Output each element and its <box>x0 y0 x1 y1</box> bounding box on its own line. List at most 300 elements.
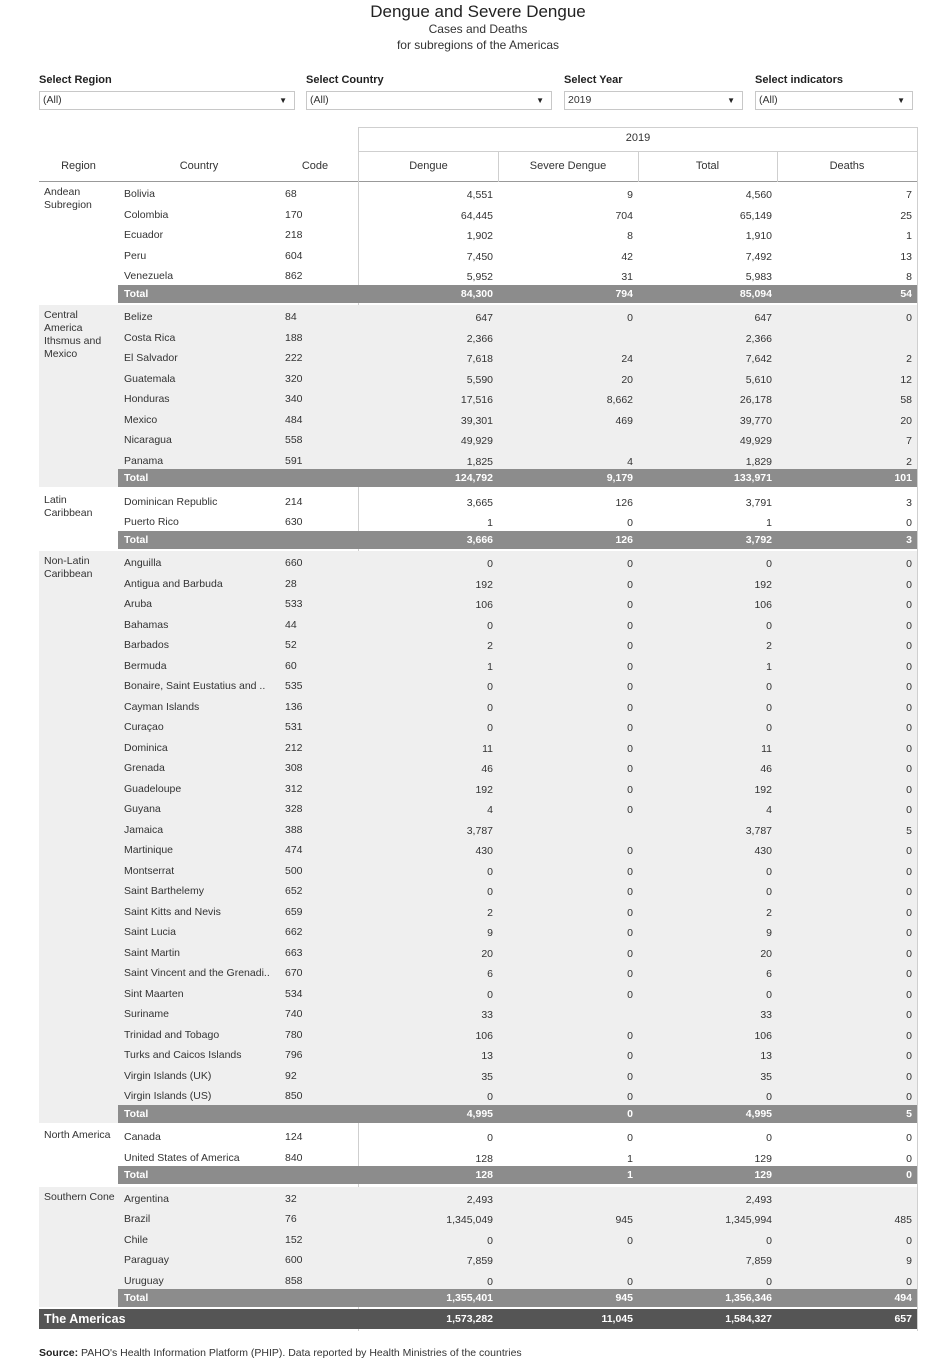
country-name: Saint Kitts and Nevis <box>124 905 221 918</box>
value-total: 106 <box>754 599 772 611</box>
column-header-total: Total <box>695 160 720 172</box>
region-name-line: Andean <box>44 186 81 198</box>
value-dengue: 0 <box>487 886 493 898</box>
column-header-deaths: Deaths <box>829 160 865 172</box>
country-code: 92 <box>285 1069 297 1082</box>
country-name: Virgin Islands (UK) <box>124 1069 212 1082</box>
value-severe: 704 <box>615 209 633 222</box>
total-label: Total <box>124 472 149 484</box>
country-name: Jamaica <box>124 823 164 836</box>
country-name: Guyana <box>124 803 161 815</box>
value-deaths: 0 <box>906 1275 912 1288</box>
country-code: 188 <box>285 331 303 344</box>
value-total: 11 <box>761 742 772 755</box>
country-code: 32 <box>285 1192 297 1205</box>
grand-total-severe: 11,045 <box>601 1312 633 1325</box>
country-code: 308 <box>285 762 303 774</box>
total-label: Total <box>124 1107 149 1120</box>
country-code: 500 <box>285 864 303 877</box>
value-total: 0 <box>766 701 772 714</box>
region-name-line: Non-Latin <box>44 555 90 567</box>
value-total: 647 <box>754 312 772 324</box>
year-select-value: 2019 <box>568 94 592 106</box>
value-dengue: 64,445 <box>460 209 493 222</box>
country-code: 796 <box>285 1049 303 1061</box>
region-name <box>44 1191 116 1204</box>
total-dengue: 128 <box>475 1169 493 1181</box>
value-deaths: 5 <box>906 824 912 837</box>
value-deaths: 0 <box>906 1029 912 1042</box>
country-code: 662 <box>285 926 303 938</box>
value-total: 13 <box>760 1050 772 1062</box>
value-deaths: 0 <box>906 517 912 529</box>
country-code: 84 <box>285 311 297 323</box>
value-dengue: 46 <box>481 763 493 775</box>
value-severe <box>498 1254 633 1274</box>
value-total: 49,929 <box>739 435 772 447</box>
country-name: Puerto Rico <box>124 516 179 528</box>
value-deaths: 0 <box>906 578 912 591</box>
country-code: 328 <box>285 803 303 815</box>
region-name-line: North America <box>44 1129 111 1141</box>
value-deaths: 485 <box>894 1214 912 1226</box>
value-total: 33 <box>760 1009 772 1021</box>
value-dengue: 39,301 <box>460 414 493 427</box>
country-code: 652 <box>285 885 303 897</box>
indicators-select-value: (All) <box>759 94 778 106</box>
filter-region-label: Select Region <box>39 74 112 86</box>
country-code: 76 <box>285 1213 297 1225</box>
country-name: Brazil <box>124 1213 151 1225</box>
country-code: 136 <box>285 700 303 713</box>
value-dengue: 3,787 <box>466 824 493 837</box>
value-severe: 4 <box>627 455 633 468</box>
value-deaths: 0 <box>906 865 912 878</box>
source-note <box>39 1347 522 1359</box>
value-severe: 0 <box>627 845 633 857</box>
region-select-value: (All) <box>43 94 62 106</box>
country-code: 474 <box>285 844 303 856</box>
value-deaths: 0 <box>906 947 912 960</box>
total-deaths: 101 <box>894 472 912 484</box>
country-name: Sint Maarten <box>124 987 184 1000</box>
country-code: 850 <box>285 1090 303 1102</box>
region-name-line: Central <box>44 309 78 321</box>
filter-country-label: Select Country <box>306 74 384 86</box>
country-code: 214 <box>285 495 303 508</box>
country-code: 68 <box>285 188 297 200</box>
country-name: Honduras <box>124 393 170 405</box>
value-total: 1,910 <box>745 230 772 242</box>
value-dengue: 106 <box>475 1029 493 1042</box>
country-name: Aruba <box>124 598 153 610</box>
value-deaths: 0 <box>906 927 912 939</box>
total-deaths: 0 <box>906 1169 912 1181</box>
value-severe: 0 <box>627 927 633 939</box>
value-total: 0 <box>766 1234 772 1247</box>
total-deaths: 3 <box>906 533 912 546</box>
country-code: 535 <box>285 680 303 692</box>
country-code: 170 <box>285 208 303 221</box>
value-dengue: 192 <box>475 783 493 796</box>
value-deaths: 0 <box>906 988 912 1001</box>
header-border-top <box>358 127 918 128</box>
country-code: 740 <box>285 1008 303 1020</box>
country-code: 312 <box>285 782 303 795</box>
value-deaths: 0 <box>906 599 912 611</box>
value-severe <box>498 1008 633 1028</box>
value-total: 2 <box>766 640 772 652</box>
country-code: 604 <box>285 249 303 262</box>
value-dengue: 1,902 <box>466 230 493 242</box>
country-code: 600 <box>285 1254 303 1266</box>
value-severe: 0 <box>627 599 633 611</box>
value-severe: 0 <box>627 742 633 755</box>
value-total: 1,345,994 <box>725 1214 772 1226</box>
country-code: 52 <box>285 639 297 651</box>
value-total: 4 <box>766 804 772 816</box>
value-deaths: 0 <box>906 558 912 570</box>
country-name: Guadeloupe <box>124 782 182 795</box>
value-severe: 0 <box>627 558 633 570</box>
value-dengue: 20 <box>481 947 493 960</box>
country-code: 60 <box>285 659 297 672</box>
value-deaths: 0 <box>906 1050 912 1062</box>
country-code: 630 <box>285 516 303 528</box>
value-severe: 0 <box>627 968 633 980</box>
total-severe: 126 <box>615 533 633 546</box>
source-text: PAHO's Health Information Platform (PHIP). Data reported by Health Ministries of the countries <box>78 1347 522 1359</box>
total-severe: 0 <box>627 1107 633 1120</box>
country-name: Peru <box>124 249 147 262</box>
value-deaths: 3 <box>906 496 912 509</box>
grand-total-label: The Americas <box>44 1311 126 1326</box>
year-header: 2019 <box>625 132 651 144</box>
value-deaths: 0 <box>906 763 912 775</box>
value-severe: 0 <box>627 804 633 816</box>
value-total: 26,178 <box>739 394 772 406</box>
country-name: Virgin Islands (US) <box>124 1090 212 1102</box>
region-name-line: Latin <box>44 493 67 506</box>
value-dengue: 1,345,049 <box>446 1214 493 1226</box>
value-deaths: 12 <box>900 373 912 386</box>
value-dengue: 0 <box>487 619 493 632</box>
country-code: 862 <box>285 270 303 282</box>
value-total: 4,560 <box>745 189 772 201</box>
value-severe: 0 <box>627 701 633 714</box>
column-header-region: Region <box>61 160 96 172</box>
region-name-line: America <box>44 322 83 334</box>
value-deaths <box>777 332 912 352</box>
value-total: 46 <box>760 763 772 775</box>
country-name: Curaçao <box>124 721 164 733</box>
value-total: 106 <box>754 1029 772 1042</box>
source-label: Source: <box>39 1347 79 1359</box>
total-severe: 794 <box>615 287 633 300</box>
column-header-code: Code <box>301 160 329 172</box>
value-severe: 8 <box>627 230 633 242</box>
country-name: Saint Vincent and the Grenadi.. <box>124 967 270 979</box>
value-deaths: 0 <box>906 722 912 734</box>
total-deaths: 494 <box>894 1292 912 1304</box>
country-code: 484 <box>285 413 303 426</box>
value-deaths: 0 <box>906 906 912 919</box>
value-dengue: 430 <box>475 845 493 857</box>
value-total: 1 <box>766 660 772 673</box>
value-dengue: 0 <box>487 865 493 878</box>
country-code: 663 <box>285 946 303 959</box>
country-code: 531 <box>285 721 303 733</box>
value-deaths: 25 <box>900 209 912 222</box>
value-total: 3,787 <box>745 824 772 837</box>
value-severe: 0 <box>627 906 633 919</box>
region-name-line: Caribbean <box>44 506 93 519</box>
value-severe: 945 <box>615 1214 633 1226</box>
grand-total-total: 1,584,327 <box>725 1312 772 1325</box>
country-name: Cayman Islands <box>124 700 200 713</box>
value-deaths: 7 <box>906 435 912 447</box>
country-name: Panama <box>124 454 164 467</box>
column-header-severe: Severe Dengue <box>529 160 607 172</box>
value-severe: 24 <box>621 353 633 365</box>
value-severe: 0 <box>627 886 633 898</box>
country-code: 340 <box>285 393 303 405</box>
value-severe <box>498 824 633 844</box>
total-total: 1,356,346 <box>725 1292 772 1304</box>
filter-indicators-label: Select indicators <box>755 74 844 86</box>
value-severe: 0 <box>627 1050 633 1062</box>
total-severe: 9,179 <box>606 472 633 484</box>
country-name: Anguilla <box>124 557 162 569</box>
total-label: Total <box>124 1292 149 1304</box>
value-dengue: 0 <box>487 701 493 714</box>
value-deaths: 7 <box>906 189 912 201</box>
country-name: United States of America <box>124 1151 240 1164</box>
value-total: 192 <box>754 578 772 591</box>
total-deaths: 54 <box>900 287 912 300</box>
value-deaths: 0 <box>906 845 912 857</box>
country-name: Costa Rica <box>124 331 176 344</box>
value-severe: 126 <box>615 496 633 509</box>
country-code: 670 <box>285 967 303 979</box>
value-dengue: 1 <box>487 517 493 529</box>
country-name: El Salvador <box>124 352 178 364</box>
value-dengue: 4 <box>487 804 493 816</box>
value-deaths: 0 <box>906 1091 912 1103</box>
value-severe: 1 <box>627 1152 633 1165</box>
country-name: Ecuador <box>124 229 164 241</box>
value-dengue: 0 <box>487 1275 493 1288</box>
country-name: Mexico <box>124 413 158 426</box>
value-severe: 31 <box>621 271 633 283</box>
value-dengue: 0 <box>487 681 493 693</box>
value-severe: 0 <box>627 988 633 1001</box>
region-name <box>44 494 116 520</box>
country-name: Dominican Republic <box>124 495 218 508</box>
total-dengue: 4,995 <box>466 1107 493 1120</box>
total-label: Total <box>124 533 149 546</box>
country-name: Belize <box>124 311 153 323</box>
value-dengue: 1 <box>487 660 493 673</box>
total-severe: 945 <box>615 1292 633 1304</box>
value-deaths: 0 <box>906 742 912 755</box>
value-dengue: 0 <box>487 1234 493 1247</box>
grand-total-dengue: 1,573,282 <box>446 1312 493 1325</box>
country-name: Dominica <box>124 741 168 754</box>
value-total: 0 <box>766 886 772 898</box>
value-dengue: 0 <box>487 722 493 734</box>
value-dengue: 6 <box>487 968 493 980</box>
chevron-down-icon: ▼ <box>897 96 905 105</box>
value-deaths: 0 <box>906 660 912 673</box>
value-severe: 0 <box>627 1234 633 1247</box>
value-severe: 9 <box>627 189 633 201</box>
page-subtitle-2: for subregions of the Americas <box>396 38 560 52</box>
total-deaths: 5 <box>906 1107 912 1120</box>
country-name: Chile <box>124 1233 148 1246</box>
value-total: 7,492 <box>745 250 772 263</box>
value-total: 9 <box>766 927 772 939</box>
value-severe: 0 <box>627 517 633 529</box>
region-name-line: Caribbean <box>44 568 93 580</box>
value-dengue: 5,952 <box>466 271 493 283</box>
value-severe <box>498 434 633 454</box>
value-deaths: 0 <box>906 1009 912 1021</box>
column-header-dengue: Dengue <box>409 160 448 172</box>
filter-year-label: Select Year <box>564 74 623 86</box>
country-code: 558 <box>285 434 303 446</box>
country-code: 780 <box>285 1028 303 1041</box>
value-dengue: 33 <box>481 1009 493 1021</box>
total-dengue: 84,300 <box>460 287 493 300</box>
value-deaths: 0 <box>906 312 912 324</box>
value-deaths: 1 <box>906 230 912 242</box>
value-severe: 0 <box>627 1132 633 1144</box>
value-deaths: 0 <box>906 804 912 816</box>
value-total: 65,149 <box>739 209 772 222</box>
region-name <box>44 186 116 212</box>
country-code: 840 <box>285 1151 303 1164</box>
value-severe: 0 <box>627 1091 633 1103</box>
country-code: 533 <box>285 598 303 610</box>
country-name: Bermuda <box>124 659 167 672</box>
country-name: Nicaragua <box>124 434 172 446</box>
value-dengue: 647 <box>475 312 493 324</box>
value-deaths: 0 <box>906 1234 912 1247</box>
country-name: Antigua and Barbuda <box>124 577 223 590</box>
value-deaths <box>777 1193 912 1213</box>
value-dengue: 49,929 <box>460 435 493 447</box>
value-dengue: 2 <box>487 640 493 652</box>
value-severe <box>498 332 633 352</box>
value-total: 2 <box>766 906 772 919</box>
country-code: 660 <box>285 557 303 569</box>
page-title: Dengue and Severe Dengue <box>370 2 586 21</box>
value-dengue: 7,859 <box>466 1255 493 1267</box>
value-total: 7,859 <box>745 1255 772 1267</box>
total-severe: 1 <box>627 1169 633 1181</box>
value-deaths: 0 <box>906 640 912 652</box>
country-name: Bonaire, Saint Eustatius and .. <box>124 680 266 692</box>
country-code: 388 <box>285 823 303 836</box>
value-total: 3,791 <box>745 496 772 509</box>
total-label: Total <box>124 1169 149 1181</box>
country-name: Canada <box>124 1131 161 1143</box>
value-severe: 0 <box>627 578 633 591</box>
value-total: 5,610 <box>745 373 772 386</box>
region-name-line: Southern Cone <box>44 1190 115 1203</box>
value-severe: 42 <box>621 250 633 263</box>
value-severe: 0 <box>627 1275 633 1288</box>
value-deaths: 20 <box>900 414 912 427</box>
value-dengue: 2,493 <box>466 1193 493 1206</box>
country-name: Guatemala <box>124 372 176 385</box>
total-dengue: 3,666 <box>466 533 493 546</box>
value-dengue: 2 <box>487 906 493 919</box>
value-severe: 0 <box>627 681 633 693</box>
chevron-down-icon: ▼ <box>536 96 544 105</box>
value-deaths: 0 <box>906 783 912 796</box>
value-severe: 0 <box>627 660 633 673</box>
value-total: 6 <box>766 968 772 980</box>
value-dengue: 13 <box>481 1050 493 1062</box>
country-code: 858 <box>285 1274 303 1287</box>
country-name: Venezuela <box>124 270 174 282</box>
value-dengue: 7,618 <box>466 353 493 365</box>
value-dengue: 0 <box>487 558 493 570</box>
value-total: 129 <box>754 1152 772 1165</box>
value-deaths: 0 <box>906 968 912 980</box>
country-name: Argentina <box>124 1192 169 1205</box>
value-dengue: 9 <box>487 927 493 939</box>
total-dengue: 124,792 <box>455 472 493 484</box>
value-total: 0 <box>766 1091 772 1103</box>
country-code: 320 <box>285 372 303 385</box>
value-severe: 469 <box>615 414 633 427</box>
country-name: Bolivia <box>124 188 155 200</box>
value-total: 5,983 <box>745 271 772 283</box>
value-severe: 0 <box>627 722 633 734</box>
total-label: Total <box>124 287 149 300</box>
value-dengue: 11 <box>482 742 493 755</box>
value-total: 0 <box>766 558 772 570</box>
country-code: 218 <box>285 229 303 241</box>
country-name: Martinique <box>124 844 174 856</box>
country-name: Bahamas <box>124 618 169 631</box>
country-name: Uruguay <box>124 1274 164 1287</box>
region-name-line: Subregion <box>44 199 92 211</box>
country-code: 28 <box>285 577 297 590</box>
value-total: 0 <box>766 865 772 878</box>
value-deaths: 2 <box>906 455 912 468</box>
country-name: Turks and Caicos Islands <box>124 1049 242 1061</box>
region-name-line: Mexico <box>44 348 78 360</box>
country-name: Barbados <box>124 639 169 651</box>
country-name: Saint Lucia <box>124 926 176 938</box>
country-select-value: (All) <box>310 94 329 106</box>
value-dengue: 17,516 <box>460 394 493 406</box>
value-severe: 0 <box>627 947 633 960</box>
value-deaths: 0 <box>906 619 912 632</box>
value-dengue: 4,551 <box>466 189 493 201</box>
value-severe: 20 <box>621 373 633 386</box>
value-deaths: 0 <box>906 886 912 898</box>
country-code: 124 <box>285 1131 303 1143</box>
value-dengue: 0 <box>487 1132 493 1144</box>
total-total: 4,995 <box>745 1107 772 1120</box>
value-deaths: 0 <box>906 1152 912 1165</box>
value-dengue: 5,590 <box>466 373 493 386</box>
